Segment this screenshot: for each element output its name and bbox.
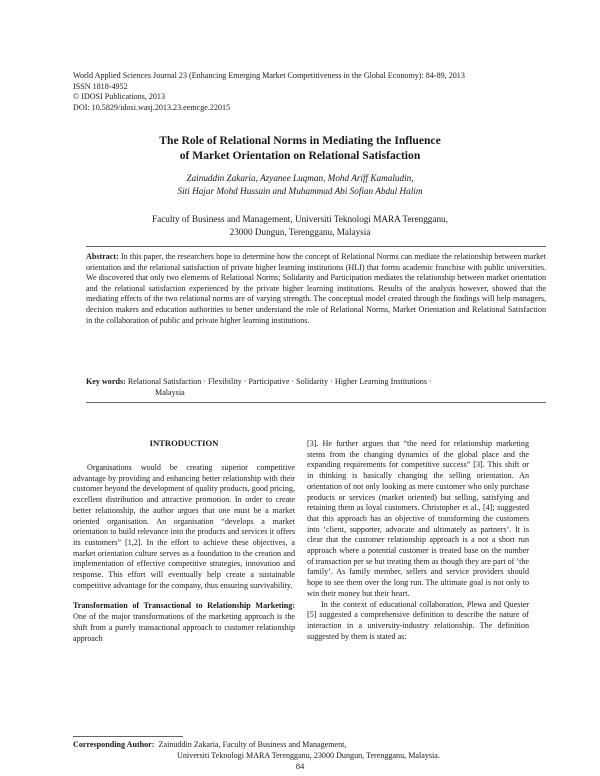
journal-header xyxy=(73,71,553,113)
journal-citation: World Applied Sciences Journal 23 (Enhancing Emerging Market Competitiveness in the Global Economy): 84-89, 2013 xyxy=(73,71,465,80)
paper-title xyxy=(60,133,540,163)
intro-paragraph-1: Organisations would be creating superior competitive advantage by providing and enhancing better relationship with their customer beyond the development of quality products, good pricing, excellent distribution and attractive promotion. In order to create better relationship, the author argues that one must be a market oriented organisation. An organisation “develops a market orientation to build relevance into the products and services it offers its customers” [1,2]. In the effort to achieve these objectives, a market orientation culture serves as a foundation to the creation and implementation of effective competitive strategies, innovation and response. This effort will eventually help create a sustainable competitive advantage for the company, thus ensuring survivability. xyxy=(73,463,295,590)
corresponding-author xyxy=(73,740,543,761)
abstract xyxy=(86,252,546,326)
authors-line-2: Siti Hajar Mohd Hussain and Muhammad Abi Sofian Abdul Halim xyxy=(177,185,423,196)
subsection-heading: Transformation of Transactional to Relationship Marketing: xyxy=(73,601,295,611)
intro-paragraph-2-text: One of the major transformations of the marketing approach is the shift from a purely transactional approach to customer relationship approach xyxy=(73,612,295,643)
intro-paragraph-2 xyxy=(73,601,295,644)
title-line-1: The Role of Relational Norms in Mediating the Influence xyxy=(159,134,441,147)
authors-line-1: Zainuddin Zakaria, Azyanee Luqman, Mohd Ariff Kamaludin, xyxy=(186,173,414,183)
copyright: © IDOSI Publications, 2013 xyxy=(73,92,166,101)
keywords xyxy=(86,377,546,388)
keywords-line-1: Relational Satisfaction · Flexibility · Participative · Solidarity · Higher Learning Institutions · xyxy=(125,377,432,386)
right-column xyxy=(307,439,529,642)
author-list xyxy=(60,172,540,197)
doi: DOI: 10.5829/idosi.wasj.2013.23.eemcge.22015 xyxy=(73,102,231,112)
section-heading-introduction: INTRODUCTION xyxy=(149,438,219,448)
keywords-label: Key words: xyxy=(86,377,126,386)
right-paragraph-1: [3]. He further argues that “the need for relationship marketing stems from the changing dynamics of the global place and the expanding requirements for competitive success” [3]. This shift or in thinking is basically changing the selling orientation. An orientation of not only looking as mere customer who only purchase products or services (market oriented) but selling, satisfying and retaining them as loyal customers. Christopher et al., [4]; suggested that this approach has an objective of transforming the customers into ‘client, supporter, advocate and ultimately as partners’. It is clear that the customer relationship approach is a not a short run approach where a potential customer is treated base on the number of transaction per se but treating them as though they are part of ‘the family’. As family member, sellers and service providers should hope to see them over the long run. The ultimate goal is not only to win their money but their heart. xyxy=(307,439,529,598)
corresponding-author-line-1: Zainuddin Zakaria, Faculty of Business and Management, xyxy=(158,740,347,749)
keywords-line-2: Malaysia xyxy=(155,388,185,397)
affiliation-line-1: Faculty of Business and Management, Universiti Teknologi MARA Terengganu, xyxy=(152,214,448,224)
abstract-label: Abstract: xyxy=(86,252,119,261)
corresponding-author-line-2: Universiti Teknologi MARA Terengganu, 23000 Dungun, Terengganu, Malaysia. xyxy=(177,750,440,760)
affiliation-line-2: 23000 Dungun, Terengganu, Malaysia xyxy=(229,226,371,237)
right-paragraph-2: In the context of educational collaboration, Plewa and Quester [5] suggested a comprehensive definition to describe the nature of interaction in a university-industry relationship. The definition suggested by them is stated as: xyxy=(307,599,529,641)
abstract-top-rule xyxy=(86,246,546,247)
title-line-2: of Market Orientation on Relational Satisfaction xyxy=(179,149,421,162)
abstract-bottom-rule xyxy=(86,402,546,403)
corresponding-author-label: Corresponding Author: xyxy=(73,740,155,749)
affiliation xyxy=(60,213,540,238)
left-column xyxy=(73,463,295,644)
abstract-text: In this paper, the researchers hope to determine how the concept of Relational Norms can mediate the relationship between market orientation and the relational satisfaction of private higher learning institutions (HLI) that forms academic franchise with public universities. We discovered that only two elements of Relational Norms; Solidarity and Participation mediates the relationship between market orientation and the relational satisfaction experienced by the private higher learning institutions. Results of the analysis however, showed that the mediating effects of the two relational norms are of varying strength. The conceptual model created through the findings will help managers, decision makers and education authorities to better understand the role of Relational Norms, Market Orientation and Relational Satisfaction in the collaboration of public and private higher learning institutions. xyxy=(86,252,546,325)
page-number: 84 xyxy=(295,761,305,771)
footnote-rule xyxy=(73,736,183,737)
issn: ISSN 1818-4952 xyxy=(73,81,128,91)
